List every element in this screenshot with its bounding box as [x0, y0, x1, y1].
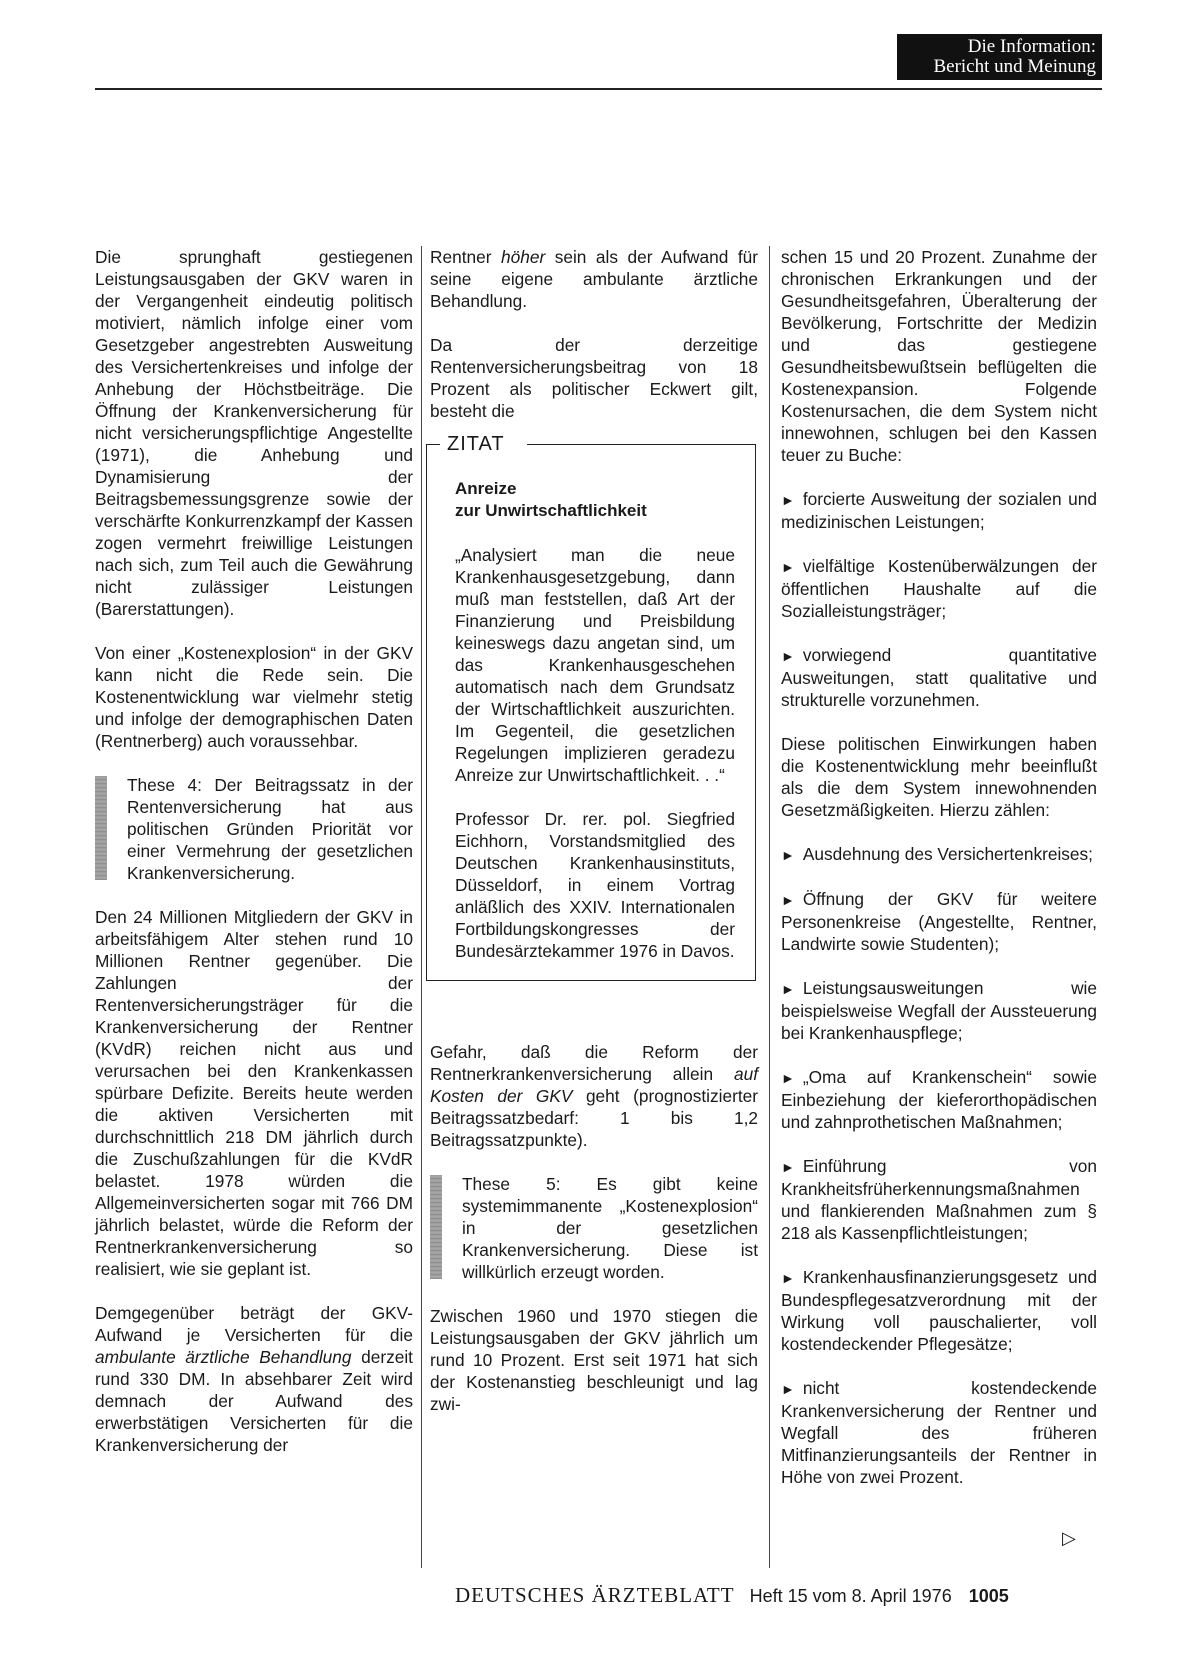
- paragraph: Den 24 Millionen Mitgliedern der GKV in arbeitsfähigem Alter stehen rund 10 Millionen Rentner gegenüber. Die Zahlungen der Rentenversicherungsträger für die Krankenversicherung der Rentner (KVdR) reichen nicht aus und verursachen bei den Krankenkassen spürbare Defizite. Bereits heute werden die aktiven Versicherten mit durchschnittlich 218 DM jährlich durch die Zuschußzahlungen für die KVdR belastet. 1978 würden die Allgemeinversicherten sogar mit 766 DM jährlich belastet, würde die Reform der Rentnerkrankenversicherung so realisiert, wie sie geplant ist.: [95, 907, 413, 1279]
- bullet-item: [781, 1066, 1097, 1133]
- thesis-marker-bar: [95, 776, 107, 880]
- bullet-arrow-icon: ►: [781, 648, 795, 664]
- bullet-arrow-icon: ►: [781, 1381, 795, 1397]
- bullet-text: vielfältige Kostenüberwälzungen der öffentlichen Haushalte auf die Sozialleistungsträger;: [781, 556, 1097, 621]
- page-footer: [455, 1583, 1009, 1608]
- paragraph: Zwischen 1960 und 1970 stiegen die Leistungsausgaben der GKV jährlich um rund 10 Prozent. Erst seit 1971 hat sich der Kostenanstieg beschleunigt und lag zwi-: [430, 1306, 758, 1414]
- paragraph: schen 15 und 20 Prozent. Zunahme der chronischen Erkrankungen und der Gesundheitsgefahren, Überalterung der Bevölkerung, Fortschritte der Medizin und das gestiegene Gesundheitsbewußtsein beflügelten die Kostenexpansion. Folgende Kostenursachen, die dem System nicht innewohnen, schlugen bei den Kassen teuer zu Buche:: [781, 247, 1097, 465]
- bullet-text: Krankenhausfinanzierungsgesetz und Bundespflegesatzverordnung mit der Wirkung voll pauschalierter, voll kostendeckender Pflegesätze;: [781, 1267, 1097, 1354]
- section-header: [897, 34, 1102, 80]
- bullet-item: [781, 888, 1097, 955]
- bullet-item: [781, 1155, 1097, 1244]
- thesis-4-box: [95, 774, 413, 884]
- bullet-arrow-icon: ►: [781, 892, 795, 908]
- paragraph: Diese politischen Einwirkungen haben die Kostenentwicklung mehr beeinflußt als die dem System innewohnenden Gesetzmäßigkeiten. Hierzu zählen:: [781, 734, 1097, 820]
- issue-info: Heft 15 vom 8. April 1976: [749, 1586, 952, 1606]
- emphasis: höher: [501, 247, 546, 267]
- bullet-arrow-icon: ►: [781, 1159, 795, 1175]
- bullet-item: [781, 555, 1097, 622]
- bullet-item: [781, 1266, 1097, 1355]
- thesis-5-box: [430, 1173, 758, 1283]
- bullet-text: nicht kostendeckende Krankenversicherung der Rentner und Wegfall des früheren Mitfinanzierungsanteils der Rentner in Höhe von zwei Prozent.: [781, 1378, 1097, 1487]
- bullet-item: [781, 843, 1097, 866]
- column-1: [95, 246, 413, 1478]
- column-divider: [769, 246, 770, 1568]
- bullet-list: [781, 843, 1097, 1488]
- thesis-4-text: These 4: Der Beitragssatz in der Rentenversicherung hat aus politischen Gründen Priorität vor einer Vermehrung der gesetzlichen Krankenversicherung.: [127, 775, 413, 883]
- bullet-text: „Oma auf Krankenschein“ sowie Einbeziehung der kieferorthopädischen und zahnprothetischen Maßnahmen;: [781, 1067, 1097, 1132]
- paragraph: [430, 246, 758, 312]
- section-header-line2: Bericht und Meinung: [933, 56, 1096, 77]
- bullet-item: [781, 488, 1097, 533]
- quote-label: ZITAT: [443, 433, 509, 455]
- bullet-arrow-icon: ►: [781, 847, 795, 863]
- bullet-arrow-icon: ►: [781, 559, 795, 575]
- quote-box-border: [426, 444, 440, 445]
- bullet-item: [781, 977, 1097, 1044]
- column-divider: [421, 246, 422, 1568]
- bullet-text: Öffnung der GKV für weitere Personenkreise (Angestellte, Rentner, Landwirte sowie Studenten);: [781, 889, 1097, 954]
- paragraph: Von einer „Kostenexplosion“ in der GKV kann nicht die Rede sein. Die Kostenentwicklung war vielmehr stetig und infolge der demographischen Daten (Rentnerberg) auch voraussehbar.: [95, 643, 413, 751]
- bullet-text: Ausdehnung des Versichertenkreises;: [802, 844, 1093, 864]
- bullet-text: vorwiegend quantitative Ausweitungen, statt qualitative und strukturelle vorzunehmen.: [781, 645, 1097, 710]
- bullet-item: [781, 644, 1097, 711]
- bullet-item: [781, 1377, 1097, 1488]
- emphasis: ambulante ärztliche Behandlung: [95, 1347, 352, 1367]
- header-rule: [95, 88, 1102, 90]
- quote-title-line: zur Unwirtschaftlichkeit: [455, 501, 647, 520]
- bullet-text: Leistungsausweitungen wie beispielsweise Wegfall der Aussteuerung bei Krankenhauspflege;: [781, 978, 1097, 1043]
- magazine-name: DEUTSCHES ÄRZTEBLATT: [455, 1583, 735, 1607]
- quote-text: „Analysiert man die neue Krankenhausgesetzgebung, dann muß man feststellen, daß Art der Finanzierung und Preisbildung keineswegs dazu angetan sind, um das Krankenhausgeschehen automatisch nach dem Grundsatz der Wirtschaftlichkeit auszurichten. Im Gegenteil, die gesetzlichen Regelungen implizieren geradezu Anreize zur Unwirtschaftlichkeit. . .“: [455, 545, 735, 785]
- text-run: sein als der Aufwand für seine eigene ambulante ärztliche Behandlung.: [430, 247, 758, 311]
- bullet-arrow-icon: ►: [781, 981, 795, 997]
- emphasis: auf Kosten der GKV: [430, 1064, 758, 1106]
- section-header-line1: Die Information:: [967, 36, 1096, 57]
- bullet-text: forcierte Ausweitung der sozialen und medizinischen Leistungen;: [781, 489, 1097, 532]
- bullet-arrow-icon: ►: [781, 492, 795, 508]
- text-run: derzeit rund 330 DM. In absehbarer Zeit wird demnach der Aufwand des erwerbstätigen Versicherten für die Krankenversicherung der: [95, 1347, 413, 1455]
- bullet-arrow-icon: ►: [781, 1070, 795, 1086]
- paragraph: Die sprunghaft gestiegenen Leistungsausgaben der GKV waren in der Vergangenheit eindeutig politisch motiviert, nämlich infolge einer vom Gesetzgeber angestrebten Ausweitung des Versichertenkreises und infolge der Anhebung der Höchstbeiträge. Die Öffnung der Krankenversicherung für nicht versicherungspflichtige Angestellte (1971), die Anhebung und Dynamisierung der Beitragsbemessungsgrenze sowie der verschärfte Konkurrenzkampf der Kassen zogen vermehrt freiwillige Leistungen nach sich, zum Teil auch die Gewährung nicht zulässiger Leistungen (Barerstattungen).: [95, 247, 413, 619]
- quote-title: [455, 478, 735, 522]
- thesis-marker-bar: [430, 1175, 442, 1279]
- text-run: Rentner: [430, 247, 501, 267]
- column-2: [430, 246, 758, 1437]
- paragraph: [95, 1302, 413, 1456]
- text-run: Gefahr, daß die Reform der Rentnerkrankenversicherung allein: [430, 1042, 758, 1084]
- bullet-list: [781, 488, 1097, 711]
- thesis-5-text: These 5: Es gibt keine systemimmanente „Kostenexplosion“ in der gesetzlichen Krankenversicherung. Diese ist willkürlich erzeugt worden.: [462, 1174, 758, 1282]
- text-run: Demgegenüber beträgt der GKV-Aufwand je Versicherten für die: [95, 1303, 413, 1345]
- bullet-arrow-icon: ►: [781, 1270, 795, 1286]
- bullet-text: Einführung von Krankheitsfrüherkennungsmaßnahmen und flankierenden Maßnahmen zum § 218 als Kassenpflichtleistungen;: [781, 1156, 1097, 1243]
- quote-source: Professor Dr. rer. pol. Siegfried Eichhorn, Vorstandsmitglied des Deutschen Krankenhausinstituts, Düsseldorf, in einem Vortrag anläßlich des XXIV. Internationalen Fortbildungskongresses der Bundesärztekammer 1976 in Davos.: [455, 809, 735, 961]
- paragraph: [430, 1041, 758, 1151]
- paragraph: Da der derzeitige Rentenversicherungsbeitrag von 18 Prozent als politischer Eckwert gilt, besteht die: [430, 335, 758, 421]
- page-number: 1005: [968, 1586, 1009, 1606]
- quote-title-line: Anreize: [455, 479, 517, 498]
- quote-box-border: [527, 444, 756, 445]
- quote-box: [426, 433, 756, 981]
- continue-arrow-icon: ▷: [1062, 1528, 1076, 1548]
- text-run: geht (prognostizierter Beitragssatzbedarf: 1 bis 1,2 Beitragssatzpunkte).: [430, 1086, 758, 1150]
- column-3: [781, 246, 1097, 1510]
